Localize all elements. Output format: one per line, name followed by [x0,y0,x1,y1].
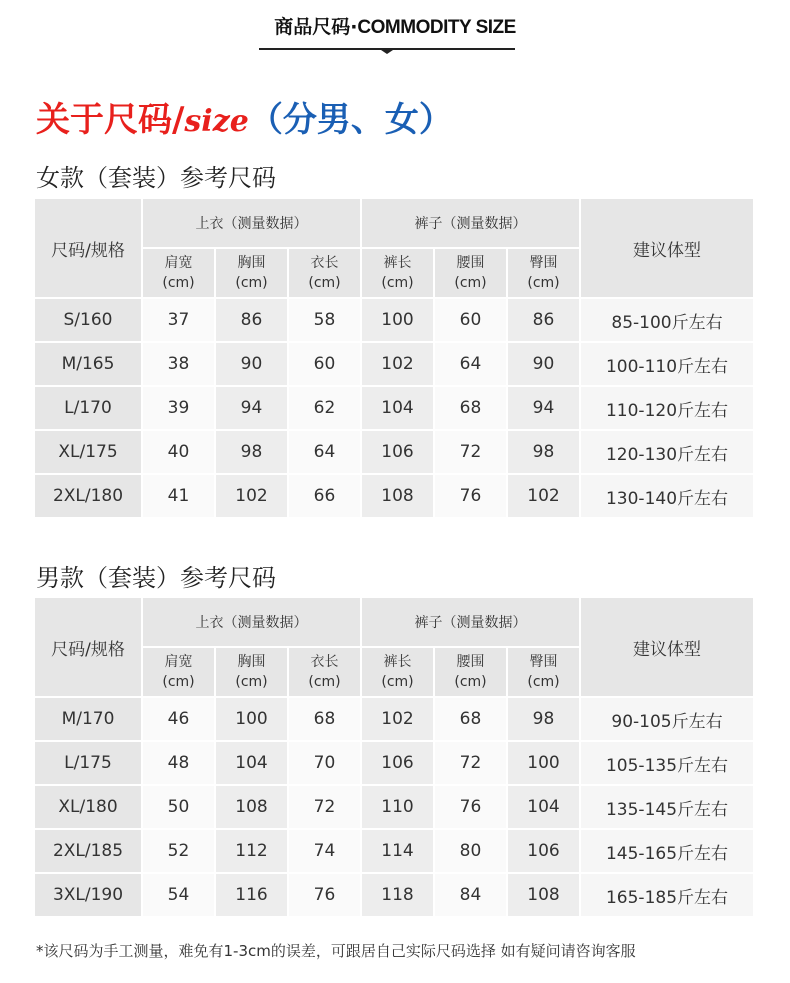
measure-cell: 76 [435,475,508,519]
measure-cell: 37 [143,299,216,343]
measure-cell: 70 [289,742,362,786]
measure-cell: 118 [362,874,435,918]
measure-cell: 112 [216,830,289,874]
measure-cell: 106 [508,830,581,874]
col-sub-unit: (cm) [308,275,341,291]
page-header [0,12,790,39]
measure-cell: 102 [508,475,581,519]
size-cell: M/165 [35,343,143,387]
col-sub-unit: (cm) [454,674,487,690]
men-section-title: 男款（套装）参考尺码 [36,564,276,592]
table-row [35,830,755,874]
col-sub-name: 裤长 [383,255,412,271]
col-sub-name: 腰围 [456,654,485,670]
col-sub-header [216,648,289,698]
measure-cell: 72 [435,431,508,475]
women-rows [35,299,755,519]
col-sub-unit: (cm) [235,674,268,690]
measure-cell: 108 [362,475,435,519]
measure-cell: 46 [143,698,216,742]
size-cell: 3XL/190 [35,874,143,918]
col-sub-header [362,249,435,299]
measure-cell: 66 [289,475,362,519]
col-sub-unit: (cm) [308,674,341,690]
men-rows [35,698,755,918]
recommend-cell: 130-140斤左右 [581,475,755,519]
measure-cell: 50 [143,786,216,830]
measure-cell: 64 [289,431,362,475]
recommend-cell: 100-110斤左右 [581,343,755,387]
header-en: COMMODITY SIZE [357,17,516,38]
measure-cell: 114 [362,830,435,874]
col-sub-name: 胸围 [237,255,266,271]
measure-cell: 94 [508,387,581,431]
measure-cell: 72 [289,786,362,830]
col-sub-name: 肩宽 [164,654,193,670]
col-sub-name: 臀围 [529,255,558,271]
measure-cell: 40 [143,431,216,475]
measure-cell: 90 [216,343,289,387]
col-sub-unit: (cm) [454,275,487,291]
measure-cell: 72 [435,742,508,786]
measure-cell: 108 [216,786,289,830]
col-recommend: 建议体型 [581,598,755,698]
size-cell: L/170 [35,387,143,431]
col-sub-name: 裤长 [383,654,412,670]
col-sub-unit: (cm) [162,275,195,291]
main-title [36,92,453,141]
col-sub-header [362,648,435,698]
size-cell: S/160 [35,299,143,343]
measure-cell: 100 [362,299,435,343]
recommend-cell: 85-100斤左右 [581,299,755,343]
title-part1: 关于尺码 [36,100,172,140]
col-group-pants: 裤子（测量数据） [362,199,581,249]
header-title [274,12,516,39]
recommend-cell: 165-185斤左右 [581,874,755,918]
measure-cell: 48 [143,742,216,786]
col-sub-header [508,648,581,698]
measure-cell: 54 [143,874,216,918]
table-row [35,874,755,918]
measure-cell: 58 [289,299,362,343]
measure-cell: 98 [216,431,289,475]
table-row [35,299,755,343]
header-dot: · [350,16,358,38]
measure-cell: 110 [362,786,435,830]
measure-cell: 68 [435,698,508,742]
col-size-spec: 尺码/规格 [35,199,143,299]
size-cell: M/170 [35,698,143,742]
measure-cell: 52 [143,830,216,874]
table-row [35,786,755,830]
col-group-top: 上衣（测量数据） [143,199,362,249]
col-sub-name: 肩宽 [164,255,193,271]
table-row [35,742,755,786]
col-sub-unit: (cm) [527,674,560,690]
measure-cell: 80 [435,830,508,874]
col-size-spec: 尺码/规格 [35,598,143,698]
col-sub-name: 衣长 [310,255,339,271]
recommend-cell: 105-135斤左右 [581,742,755,786]
measure-cell: 104 [508,786,581,830]
col-sub-header [435,648,508,698]
col-sub-name: 胸围 [237,654,266,670]
col-sub-unit: (cm) [381,275,414,291]
measure-cell: 60 [435,299,508,343]
measure-cell: 106 [362,431,435,475]
size-cell: 2XL/180 [35,475,143,519]
measure-cell: 102 [216,475,289,519]
measure-cell: 86 [216,299,289,343]
col-sub-header [143,249,216,299]
col-sub-header [289,249,362,299]
col-sub-name: 臀围 [529,654,558,670]
measure-cell: 108 [508,874,581,918]
measure-cell: 86 [508,299,581,343]
measure-cell: 100 [216,698,289,742]
col-group-top: 上衣（测量数据） [143,598,362,648]
title-slash: / [172,100,185,140]
table-row [35,387,755,431]
measure-cell: 38 [143,343,216,387]
measure-cell: 102 [362,698,435,742]
measure-cell: 116 [216,874,289,918]
measure-cell: 104 [362,387,435,431]
col-sub-header [435,249,508,299]
col-group-pants: 裤子（测量数据） [362,598,581,648]
table-row [35,343,755,387]
men-size-table [35,598,755,918]
col-sub-name: 腰围 [456,255,485,271]
footnote: *该尺码为手工测量，难免有1-3cm的误差，可跟居自己实际尺码选择 如有疑问请咨询客服 [36,942,636,960]
col-recommend: 建议体型 [581,199,755,299]
measure-cell: 68 [435,387,508,431]
col-sub-header [216,249,289,299]
measure-cell: 106 [362,742,435,786]
col-sub-name: 衣长 [310,654,339,670]
measure-cell: 64 [435,343,508,387]
size-cell: 2XL/185 [35,830,143,874]
table-row [35,698,755,742]
table-header-row [35,199,755,249]
title-size: size [184,104,249,139]
measure-cell: 76 [289,874,362,918]
measure-cell: 102 [362,343,435,387]
women-section-title: 女款（套装）参考尺码 [36,164,276,192]
recommend-cell: 90-105斤左右 [581,698,755,742]
header-cn: 商品尺码 [274,16,351,38]
size-cell: XL/175 [35,431,143,475]
measure-cell: 68 [289,698,362,742]
table-row [35,475,755,519]
col-sub-header [289,648,362,698]
recommend-cell: 120-130斤左右 [581,431,755,475]
measure-cell: 84 [435,874,508,918]
recommend-cell: 135-145斤左右 [581,786,755,830]
col-sub-unit: (cm) [235,275,268,291]
col-sub-unit: (cm) [162,674,195,690]
col-sub-unit: (cm) [527,275,560,291]
size-cell: L/175 [35,742,143,786]
recommend-cell: 145-165斤左右 [581,830,755,874]
measure-cell: 98 [508,431,581,475]
measure-cell: 94 [216,387,289,431]
table-header-row [35,598,755,648]
col-sub-header [143,648,216,698]
col-sub-unit: (cm) [381,674,414,690]
measure-cell: 74 [289,830,362,874]
women-size-table [35,199,755,519]
measure-cell: 76 [435,786,508,830]
title-part2: （分男、女） [248,100,453,140]
measure-cell: 41 [143,475,216,519]
measure-cell: 90 [508,343,581,387]
measure-cell: 98 [508,698,581,742]
measure-cell: 39 [143,387,216,431]
measure-cell: 60 [289,343,362,387]
col-sub-header [508,249,581,299]
table-row [35,431,755,475]
header-pointer-icon [381,50,393,54]
measure-cell: 100 [508,742,581,786]
recommend-cell: 110-120斤左右 [581,387,755,431]
size-cell: XL/180 [35,786,143,830]
measure-cell: 62 [289,387,362,431]
measure-cell: 104 [216,742,289,786]
